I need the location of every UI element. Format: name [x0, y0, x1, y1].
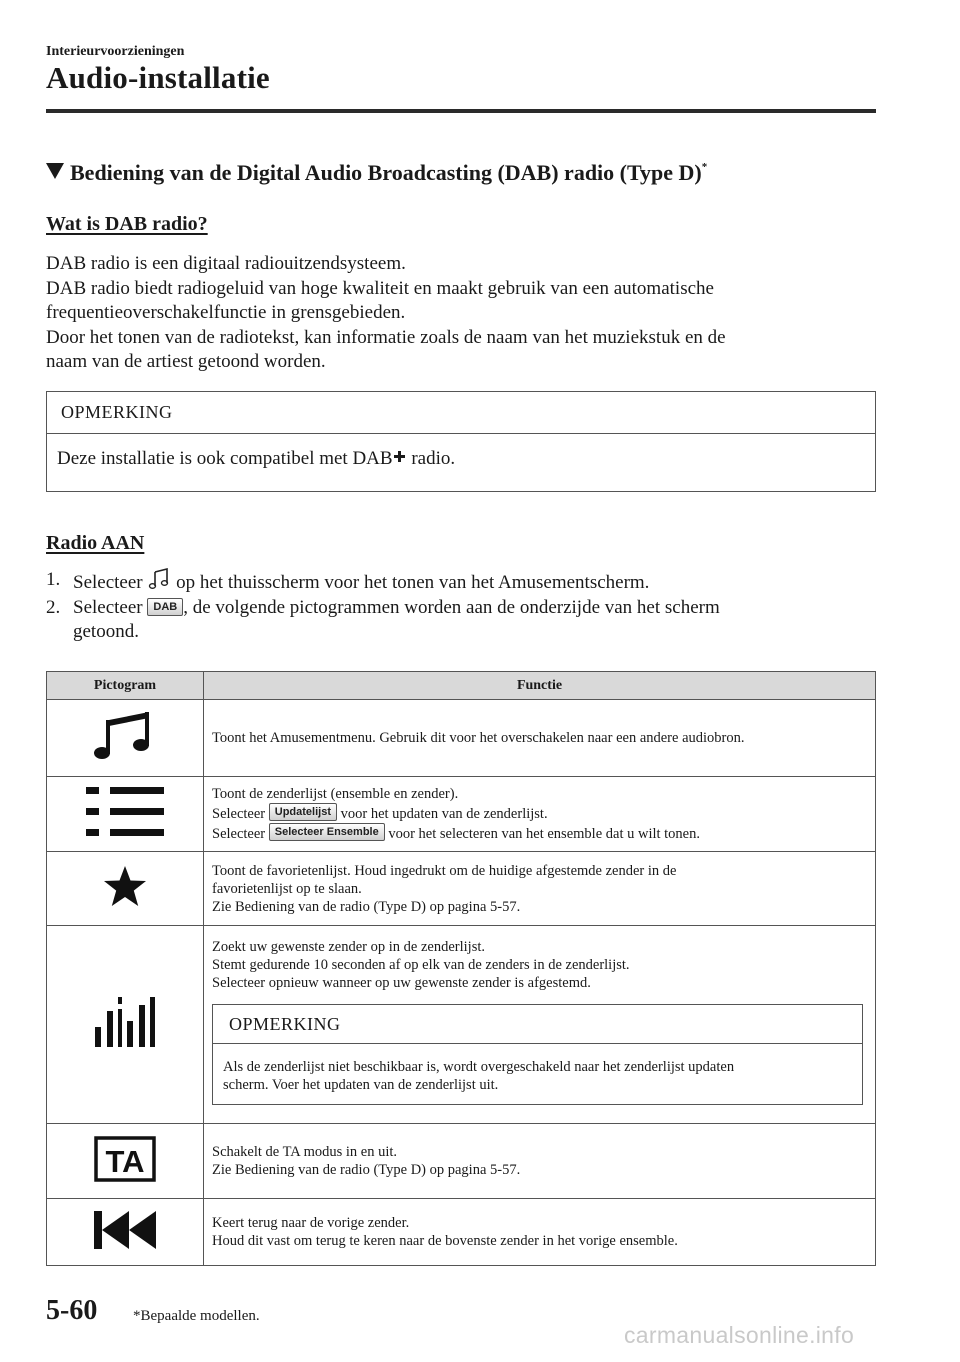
- page-number: 5-60: [46, 1295, 98, 1326]
- footnote: *Bepaalde modellen.: [133, 1308, 260, 1324]
- table-row: [47, 777, 876, 852]
- heading-asterisk: *: [701, 161, 708, 173]
- step-text: [73, 568, 649, 596]
- note-body: [213, 1044, 862, 1104]
- plus-icon: [394, 451, 405, 462]
- step-1: [46, 568, 886, 596]
- section-heading: [46, 160, 707, 186]
- note-text: scherm. Voer het updaten van de zenderlijst uit.: [223, 1077, 499, 1093]
- star-icon[interactable]: [103, 865, 147, 907]
- function-cell: [204, 1199, 876, 1266]
- music-note-icon[interactable]: [93, 710, 157, 762]
- function-text: Toont het Amusementmenu. Gebruik dit voor het overschakelen naar een andere audiobron.: [212, 730, 745, 746]
- function-cell: [204, 700, 876, 777]
- table-row: [47, 852, 876, 926]
- function-text: Zie Bediening van de radio (Type D) op pagina 5-57.: [212, 1162, 521, 1178]
- step-text-part: Selecteer: [73, 572, 148, 593]
- watermark: carmanualsonline.info: [624, 1322, 855, 1348]
- function-text: Schakelt de TA modus in en uit.: [212, 1144, 398, 1160]
- icon-cell: [47, 926, 204, 1124]
- note-text: Deze installatie is ook compatibel met DAB: [57, 448, 393, 469]
- note-box: [46, 391, 876, 492]
- icon-cell: [47, 1199, 204, 1266]
- intro-line: DAB radio biedt radiogeluid van hoge kwaliteit en maakt gebruik van een automatische: [46, 277, 714, 299]
- dab-button[interactable]: DAB: [147, 598, 183, 616]
- note-text: radio.: [406, 448, 456, 469]
- function-text: Zoekt uw gewenste zender op in de zenderlijst.: [212, 939, 485, 955]
- note-title: OPMERKING: [47, 392, 875, 434]
- function-text-part: voor het updaten van de zenderlijst.: [337, 806, 548, 822]
- note-body: [57, 448, 455, 470]
- subheading-what-is-dab: Wat is DAB radio?: [46, 213, 208, 235]
- function-text: Selecteer opnieuw wanneer op uw gewenste zender is afgestemd.: [212, 975, 591, 991]
- function-text: Toont de zenderlijst (ensemble en zender).: [212, 786, 459, 802]
- dab-intro-paragraph: [46, 252, 886, 375]
- function-text: Keert terug naar de vorige zender.: [212, 1215, 410, 1231]
- icon-cell: [47, 700, 204, 777]
- function-text: Zie Bediening van de radio (Type D) op pagina 5-57.: [212, 898, 521, 915]
- triangle-bullet-icon: [46, 163, 64, 179]
- step-text-part: op het thuisscherm voor het tonen van het Amusementscherm.: [171, 572, 650, 593]
- music-note-icon: [147, 568, 171, 590]
- step-text-part: , de volgende pictogrammen worden aan de onderzijde van het scherm: [183, 596, 720, 618]
- table-row: [47, 1124, 876, 1199]
- function-text: favorietenlijst op te slaan.: [212, 880, 362, 897]
- subheading-radio-on: Radio AAN: [46, 532, 145, 554]
- select-ensemble-button[interactable]: Selecteer Ensemble: [269, 823, 385, 841]
- list-icon[interactable]: [86, 785, 164, 839]
- intro-line: frequentieoverschakelfunctie in grensgebieden.: [46, 302, 406, 323]
- function-text: Houd dit vast om terug te keren naar de bovenste zender in het vorige ensemble.: [212, 1233, 678, 1249]
- intro-line: naam van de artiest getoond worden.: [46, 351, 326, 372]
- icon-cell: [47, 852, 204, 926]
- step-text: [73, 596, 720, 645]
- function-cell: [204, 777, 876, 852]
- step-text-part: getoond.: [73, 621, 139, 642]
- column-header-icon: Pictogram: [47, 672, 204, 700]
- note-box: [212, 1004, 863, 1105]
- function-cell: [204, 926, 876, 1124]
- function-cell: [204, 1124, 876, 1199]
- table-header: [47, 672, 876, 700]
- table-row: [47, 1199, 876, 1266]
- page-title: Audio-installatie: [46, 60, 270, 95]
- icon-cell: [47, 1124, 204, 1199]
- function-text-part: Selecteer: [212, 806, 269, 822]
- title-rule: [46, 109, 876, 113]
- heading-text: Bediening van de Digital Audio Broadcasting (DAB) radio (Type D): [70, 160, 702, 185]
- table-row: [47, 700, 876, 777]
- function-cell: [204, 852, 876, 926]
- step-number: 2.: [46, 596, 61, 618]
- icon-function-table: [46, 671, 876, 1266]
- function-text: Toont de favorietenlijst. Houd ingedrukt om de huidige afgestemde zender in de: [212, 862, 677, 879]
- ta-icon-label: TA: [105, 1143, 145, 1179]
- function-text-part: Selecteer: [212, 826, 269, 842]
- section-label: Interieurvoorzieningen: [46, 44, 185, 59]
- icon-cell: [47, 777, 204, 852]
- note-text: Als de zenderlijst niet beschikbaar is, wordt overgeschakeld naar het zenderlijst updaten: [223, 1059, 735, 1075]
- function-text: [212, 803, 867, 823]
- steps-list: [46, 568, 886, 645]
- function-text: Stemt gedurende 10 seconden af op elk van de zenders in de zenderlijst.: [212, 957, 630, 973]
- step-2: [46, 596, 886, 645]
- step-number: 1.: [46, 569, 61, 590]
- scan-icon[interactable]: [95, 997, 155, 1047]
- update-list-button[interactable]: Updatelijst: [269, 803, 337, 821]
- ta-icon[interactable]: [94, 1136, 156, 1182]
- skip-back-icon[interactable]: [94, 1211, 156, 1249]
- intro-line: DAB radio is een digitaal radiouitzendsysteem.: [46, 253, 406, 274]
- function-text-part: voor het selecteren van het ensemble dat u wilt tonen.: [384, 826, 700, 842]
- table-row: [47, 926, 876, 1124]
- column-header-function: Functie: [204, 672, 876, 700]
- function-text: [212, 823, 867, 843]
- note-title: OPMERKING: [213, 1005, 862, 1044]
- step-text-part: Selecteer: [73, 596, 148, 618]
- intro-line: Door het tonen van de radiotekst, kan informatie zoals de naam van het muziekstuk en de: [46, 326, 726, 348]
